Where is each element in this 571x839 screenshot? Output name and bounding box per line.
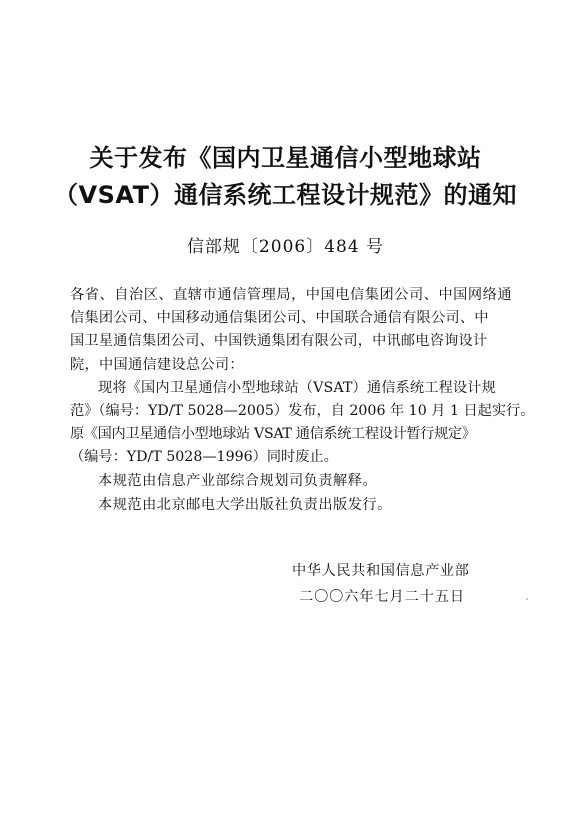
issuer-name: 中华人民共和国信息产业部 <box>292 563 470 579</box>
body-line: 原《国内卫星通信小型地球站 VSAT 通信系统工程设计暂行规定》 <box>70 426 476 442</box>
body-line: 现将《国内卫星通信小型地球站（VSAT）通信系统工程设计规 <box>98 380 496 396</box>
body-line: （编号：YD/T 5028—1996）同时废止。 <box>70 449 338 465</box>
issue-date: 二〇〇六年七月二十五日 <box>299 589 465 605</box>
body-line: 范》（编号：YD/T 5028—2005）发布，自 2006 年 10 月 1 日起实行。 <box>70 403 535 419</box>
document-number: 信部规〔2006〕484 号 <box>186 237 385 257</box>
body-line: 各省、自治区、直辖市通信管理局，中国电信集团公司、中国网络通 <box>70 287 513 303</box>
body-line: 国卫星通信集团公司、中国铁通集团有限公司，中讯邮电咨询设计 <box>70 333 488 349</box>
notice-title-line-1: 关于发布《国内卫星通信小型地球站 <box>89 144 482 172</box>
scan-speck <box>526 598 528 600</box>
notice-title-line-2: （VSAT）通信系统工程设计规范》的通知 <box>54 181 517 209</box>
body-line: 院，中国通信建设总公司： <box>70 357 244 373</box>
body-line: 信集团公司、中国移动通信集团公司、中国联合通信有限公司、中 <box>70 310 489 326</box>
body-line: 本规范由北京邮电大学出版社负责出版发行。 <box>98 497 392 513</box>
body-line: 本规范由信息产业部综合规划司负责解释。 <box>98 473 378 489</box>
